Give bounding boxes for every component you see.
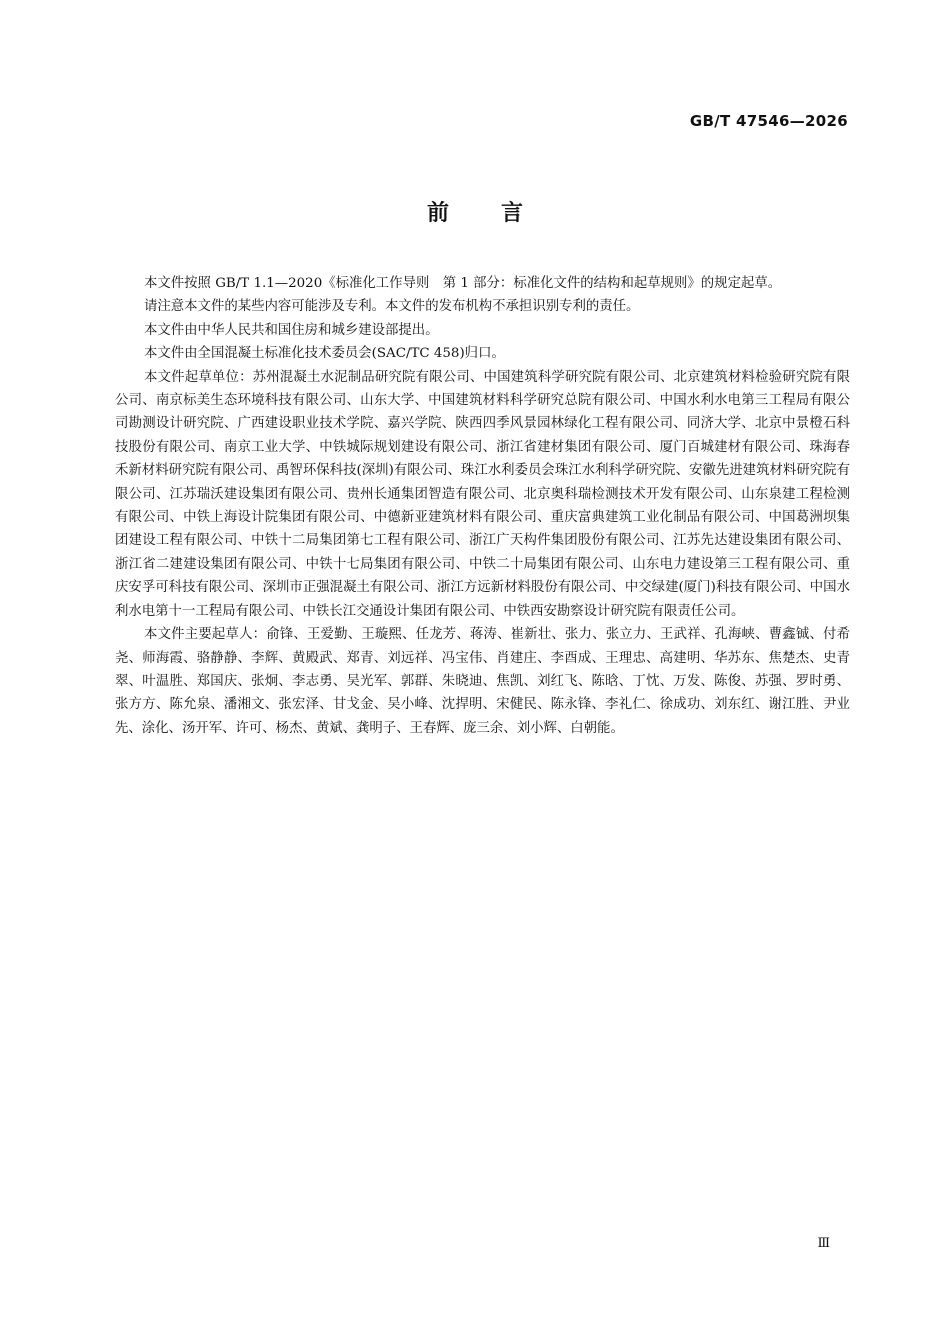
standard-number: GB/T 47546—2026 bbox=[689, 112, 848, 130]
paragraph-main-drafters: 本文件主要起草人：俞锋、王爱勤、王璇熙、任龙芳、蒋涛、崔新壮、张力、张立力、王武祥、孔海峡、曹鑫铖、付希尧、师海霞、骆静静、李辉、黄殿武、郑青、刘远祥、冯宝伟、肖建庄、李酉成、王理忠、高建明、华苏东、焦楚杰、史青翠、叶温胜、郑国庆、张炯、李志勇、吴光军、郭群、朱晓迪、焦凯、刘红飞、陈晗、丁忱、万发、陈俊、苏强、罗时勇、张方方、陈允泉、潘湘文、张宏泽、甘戈金、吴小峰、沈捍明、宋健民、陈永锋、李礼仁、徐成功、刘东红、谢江胜、尹业先、涂化、汤开军、许可、杨杰、黄斌、龚明子、王春辉、庞三余、刘小辉、白朝能。 bbox=[115, 627, 850, 736]
paragraph-proposed-by: 本文件由中华人民共和国住房和城乡建设部提出。 bbox=[144, 322, 439, 338]
paragraph-committee: 本文件由全国混凝土标准化技术委员会(SAC/TC 458)归口。 bbox=[144, 346, 505, 362]
paragraph-drafting-units: 本文件起草单位：苏州混凝土水泥制品研究院有限公司、中国建筑科学研究院有限公司、北京建筑材料检验研究院有限公司、南京标美生态环境科技有限公司、山东大学、中国建筑材料科学研究总院有限公司、中国水利水电第三工程局有限公司勘测设计研究院、广西建设职业技术学院、嘉兴学院、陕西四季风景园林绿化工程有限公司、同济大学、北京中景橙石科技股份有限公司、南京工业大学、中铁城际规划建设有限公司、浙江省建材集团有限公司、厦门百城建材有限公司、珠海春禾新材料研究院有限公司、禹智环保科技(深圳)有限公司、珠江水利委员会珠江水利科学研究院、安徽先进建筑材料研究院有限公司、江苏瑞沃建设集团有限公司、贵州长通集团智造有限公司、北京奥科瑞检测技术开发有限公司、山东泉建工程检测有限公司、中铁上海设计院集团有限公司、中德新亚建筑材料有限公司、重庆富典建筑工业化制品有限公司、中国葛洲坝集团建设工程有限公司、中铁十二局集团第七工程有限公司、浙江广天构件集团股份有限公司、江苏先达建设集团有限公司、浙江省二建建设集团有限公司、中铁十七局集团有限公司、中铁二十局集团有限公司、山东电力建设第三工程有限公司、重庆安孚可科技有限公司、深圳市正强混凝土有限公司、浙江方远新材料股份有限公司、中交绿建(厦门)科技有限公司、中国水利水电第十一工程局有限公司、中铁长江交通设计集团有限公司、中铁西安勘察设计研究院有限责任公司。 bbox=[115, 369, 850, 619]
paragraph-drafting-rules: 本文件按照 GB/T 1.1—2020《标准化工作导则 第 1 部分：标准化文件的结构和起草规则》的规定起草。 bbox=[144, 276, 782, 291]
foreword-body bbox=[115, 272, 850, 740]
paragraph-patent-notice: 请注意本文件的某些内容可能涉及专利。本文件的发布机构不承担识别专利的责任。 bbox=[144, 299, 640, 315]
page-number: Ⅲ bbox=[817, 1236, 830, 1251]
page-title: 前言 bbox=[426, 201, 575, 226]
